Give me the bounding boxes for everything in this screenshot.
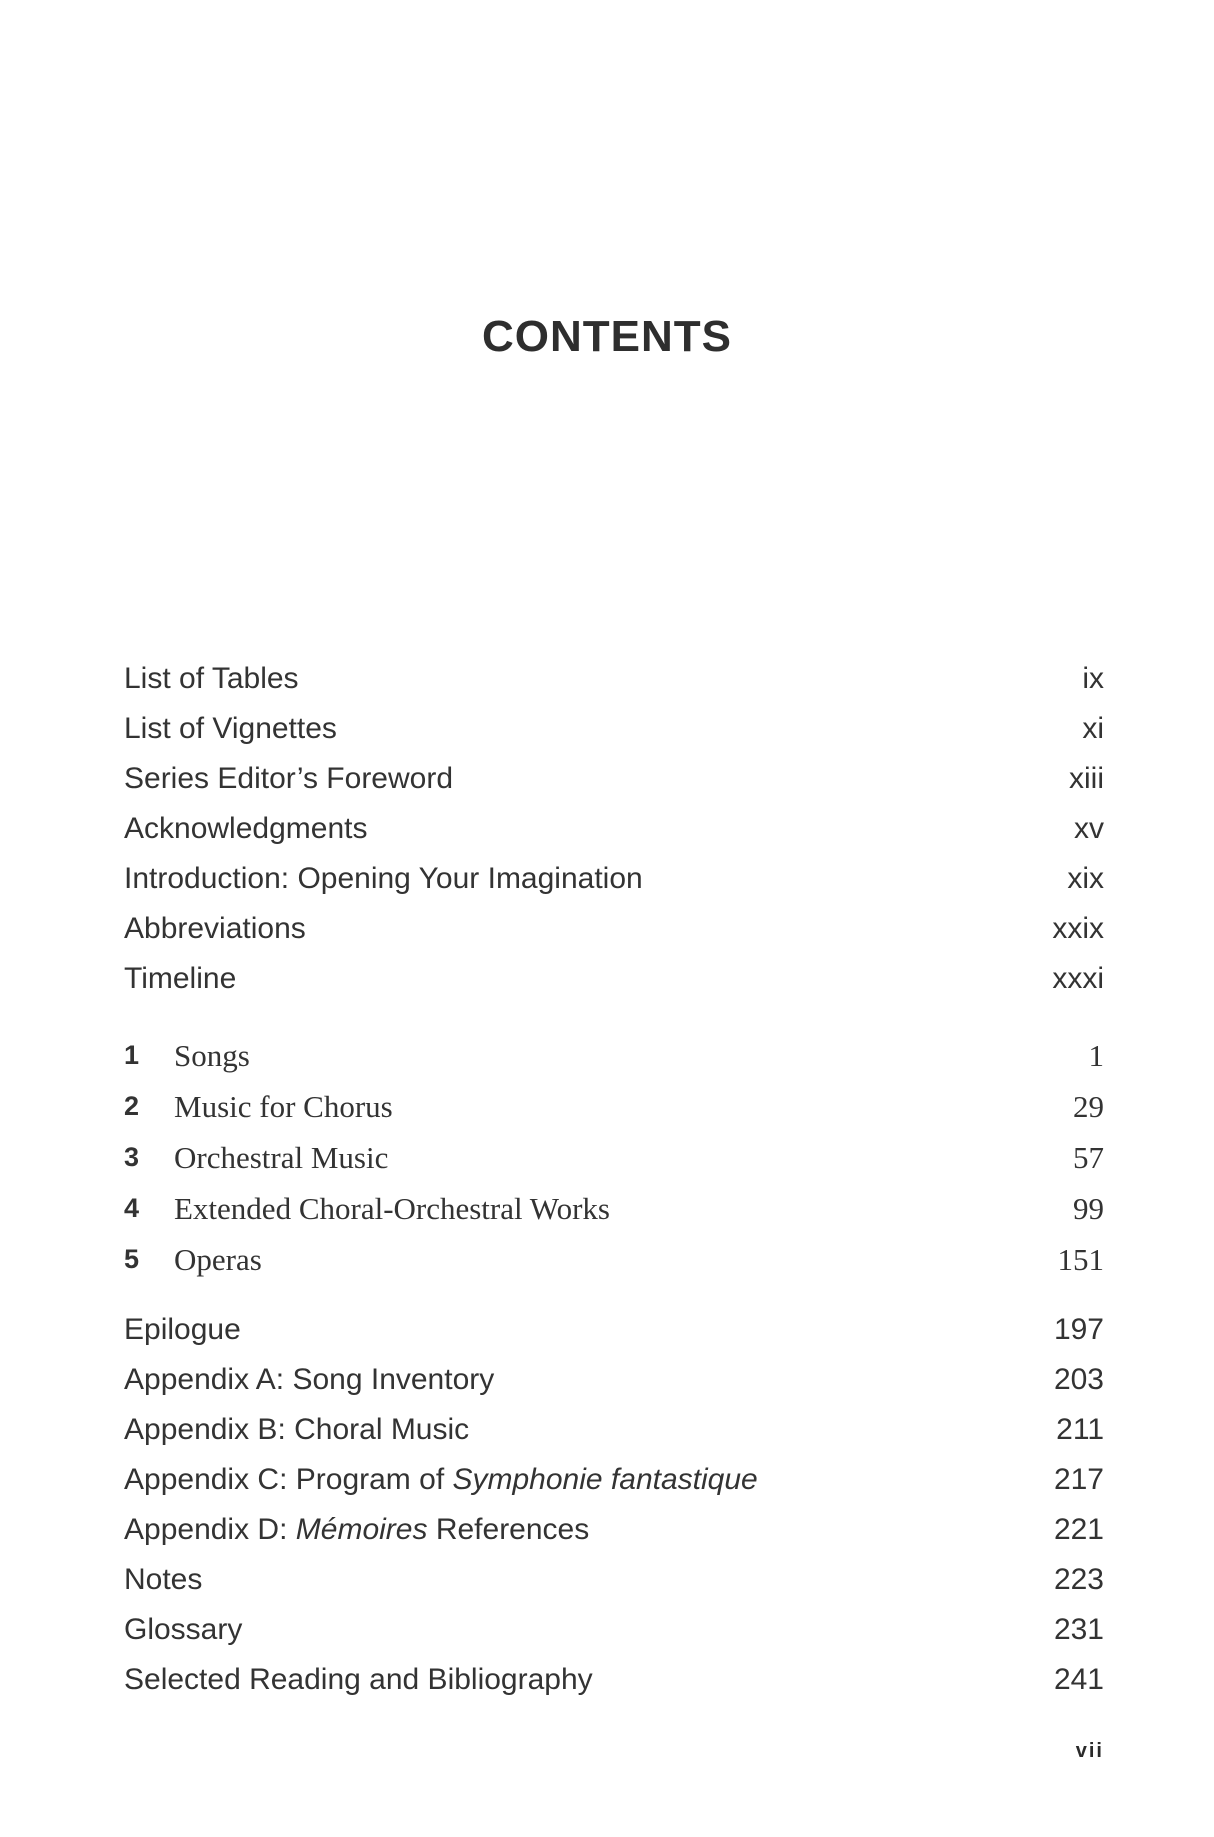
toc-entry [124, 804, 1104, 854]
toc-entry [124, 904, 1104, 954]
chapter-number: 2 [124, 1091, 140, 1121]
toc-entry-title: List of Tables [124, 662, 299, 695]
toc-entry-title: Timeline [124, 962, 237, 995]
back-matter-list [124, 1305, 1104, 1705]
chapter-entry [124, 1234, 1104, 1285]
toc-entry-title: Abbreviations [124, 912, 306, 945]
toc-entry-title-suffix: References [427, 1513, 590, 1546]
chapter-page: 29 [1073, 1089, 1104, 1124]
toc-entry-title: Introduction: Opening Your Imagination [124, 862, 643, 895]
toc-entry-title-italic: Mémoires [295, 1513, 428, 1546]
toc-entry-title [124, 1505, 589, 1555]
toc-entry [124, 654, 1104, 704]
page-number: vii [1075, 1740, 1104, 1762]
toc-entry [124, 1555, 1104, 1605]
toc-entry-title: Series Editor’s Foreword [124, 762, 454, 795]
toc-entry [124, 1605, 1104, 1655]
chapter-entry [124, 1081, 1104, 1132]
toc-entry-title: List of Vignettes [124, 712, 337, 745]
front-matter-list [124, 654, 1104, 1004]
toc-entry [124, 1305, 1104, 1355]
toc-entry-title-prefix: Appendix D: [124, 1513, 296, 1546]
toc-entry-title: Appendix B: Choral Music [124, 1413, 470, 1446]
toc-entry-page: xiii [1069, 762, 1104, 795]
chapter-page: 151 [1057, 1242, 1104, 1277]
toc-entry [124, 754, 1104, 804]
toc-entry-title: Selected Reading and Bibliography [124, 1663, 593, 1696]
chapter-page: 1 [1088, 1038, 1104, 1073]
toc-entry [124, 1355, 1104, 1405]
chapter-title: Songs [174, 1038, 250, 1073]
toc-entry-page: 223 [1053, 1563, 1104, 1596]
toc-entry-title: Appendix A: Song Inventory [124, 1363, 495, 1396]
toc-entry-title: Epilogue [124, 1313, 241, 1346]
toc-entry-page: 211 [1056, 1413, 1104, 1446]
toc-entry-title: Glossary [124, 1613, 243, 1646]
chapter-title: Extended Choral-Orchestral Works [174, 1191, 610, 1226]
chapter-entry [124, 1132, 1104, 1183]
chapter-title: Orchestral Music [174, 1140, 389, 1175]
toc-entry-title-prefix: Appendix C: Program of [124, 1463, 453, 1496]
toc-entry-page: xi [1082, 712, 1104, 745]
toc-entry-title: Acknowledgments [124, 812, 368, 845]
toc-entry-page: 241 [1053, 1663, 1104, 1696]
chapter-list [124, 1030, 1104, 1285]
toc-entry [124, 1505, 1104, 1555]
toc-entry-title [124, 1455, 758, 1505]
chapter-title: Music for Chorus [174, 1089, 393, 1124]
chapter-page: 99 [1073, 1191, 1104, 1226]
toc-entry [124, 954, 1104, 1004]
toc-entry [124, 1455, 1104, 1505]
chapter-title: Operas [174, 1242, 262, 1277]
chapter-number: 1 [124, 1040, 140, 1070]
toc-entry [124, 1655, 1104, 1705]
toc-entry-page: xxix [1052, 912, 1104, 945]
chapter-page: 57 [1073, 1140, 1104, 1175]
toc-entry-page: 231 [1053, 1613, 1104, 1646]
chapter-number: 5 [124, 1244, 140, 1274]
toc-entry-page: xix [1067, 862, 1104, 895]
toc-entry [124, 704, 1104, 754]
toc-entry-page: 217 [1053, 1463, 1104, 1496]
toc-entry-page: ix [1082, 662, 1104, 695]
toc-entry [124, 854, 1104, 904]
toc-entry-title-italic: Symphonie fantastique [452, 1463, 758, 1496]
chapter-number: 4 [124, 1193, 140, 1223]
toc-entry-page: 203 [1053, 1363, 1104, 1396]
toc-entry-page: 221 [1053, 1513, 1104, 1546]
toc-entry-page: xxxi [1052, 962, 1104, 995]
toc-entry [124, 1405, 1104, 1455]
chapter-entry [124, 1183, 1104, 1234]
chapter-number: 3 [124, 1142, 140, 1172]
page-title: CONTENTS [482, 312, 732, 361]
toc-entry-page: xv [1074, 812, 1104, 845]
toc-entry-title: Notes [124, 1563, 203, 1596]
chapter-entry [124, 1030, 1104, 1081]
toc-entry-page: 197 [1053, 1313, 1104, 1346]
